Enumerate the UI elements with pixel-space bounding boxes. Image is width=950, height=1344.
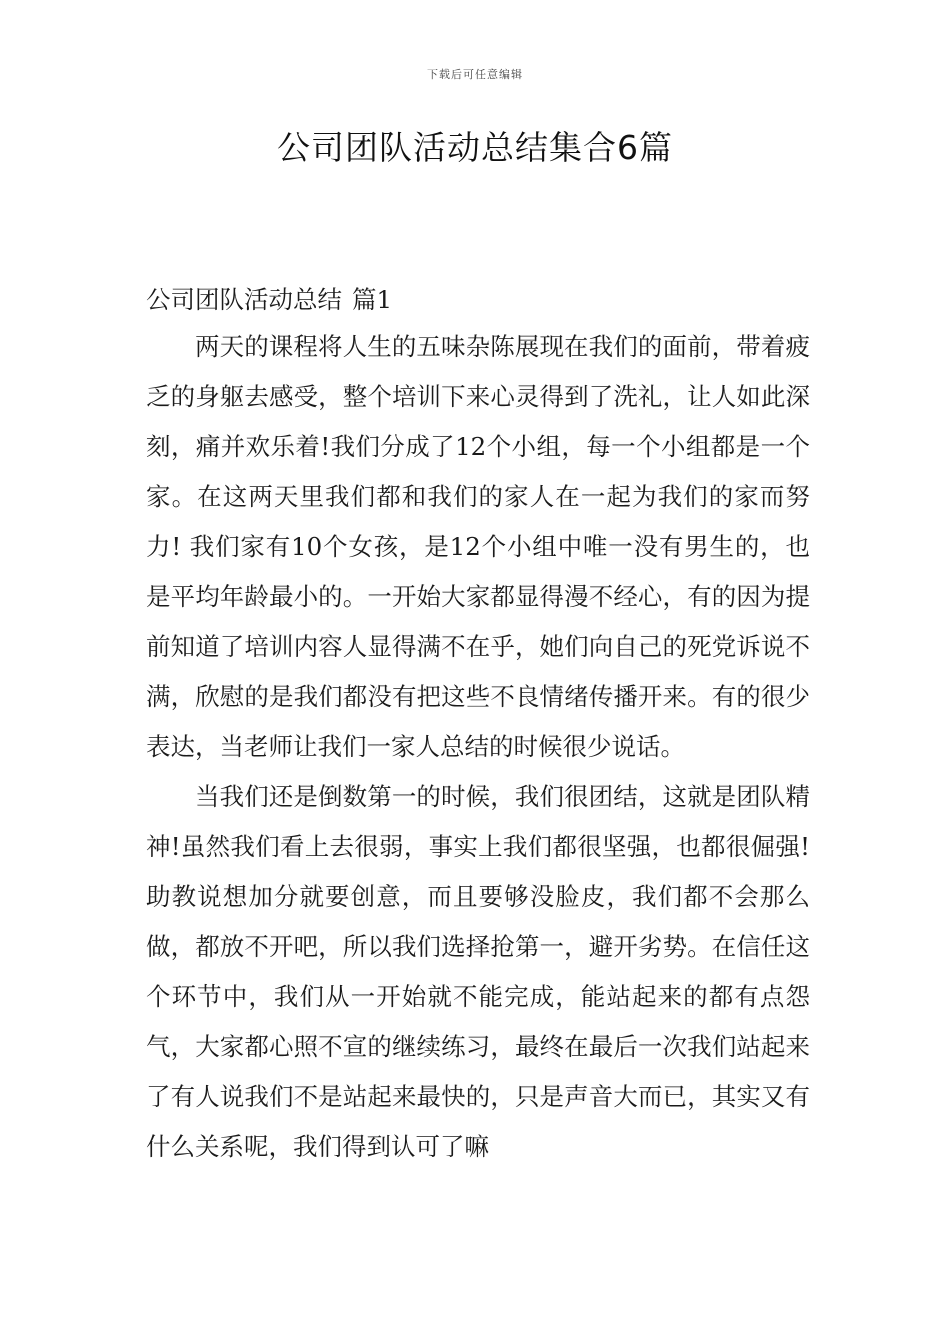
paragraph-1: 两天的课程将人生的五味杂陈展现在我们的面前，带着疲乏的身躯去感受，整个培训下来心灵得到了洗礼，让人如此深刻，痛并欢乐着!我们分成了12个小组，每一个小组都是一个家。在这两天里我们都和我们的家人在一起为我们的家而努力! 我们家有10个女孩，是12个小组中唯一没有男生的，也是平均年龄最小的。一开始大家都显得漫不经心，有的因为提前知道了培训内容人显得满不在乎，她们向自己的死党诉说不满，欣慰的是我们都没有把这些不良情绪传播开来。有的很少表达，当老师让我们一家人总结的时候很少说话。 [146, 332, 810, 761]
section-number: 篇1 [352, 285, 393, 314]
header-note: 下载后可任意编辑 [427, 68, 523, 81]
document-title: 公司团队活动总结集合6篇 [277, 128, 673, 167]
section-heading [146, 280, 810, 322]
document-body [146, 280, 810, 1172]
paragraph-2: 当我们还是倒数第一的时候，我们很团结，这就是团队精神!虽然我们看上去很弱，事实上我们都很坚强，也都很倔强!助教说想加分就要创意，而且要够没脸皮，我们都不会那么做，都放不开吧，所以我们选择抢第一，避开劣势。在信任这个环节中，我们从一开始就不能完成，能站起来的都有点怨气，大家都心照不宣的继续练习，最终在最后一次我们站起来了有人说我们不是站起来最快的，只是声音大而已，其实又有什么关系呢，我们得到认可了嘛 [146, 782, 810, 1161]
section-heading-text: 公司团队活动总结 [146, 285, 342, 314]
